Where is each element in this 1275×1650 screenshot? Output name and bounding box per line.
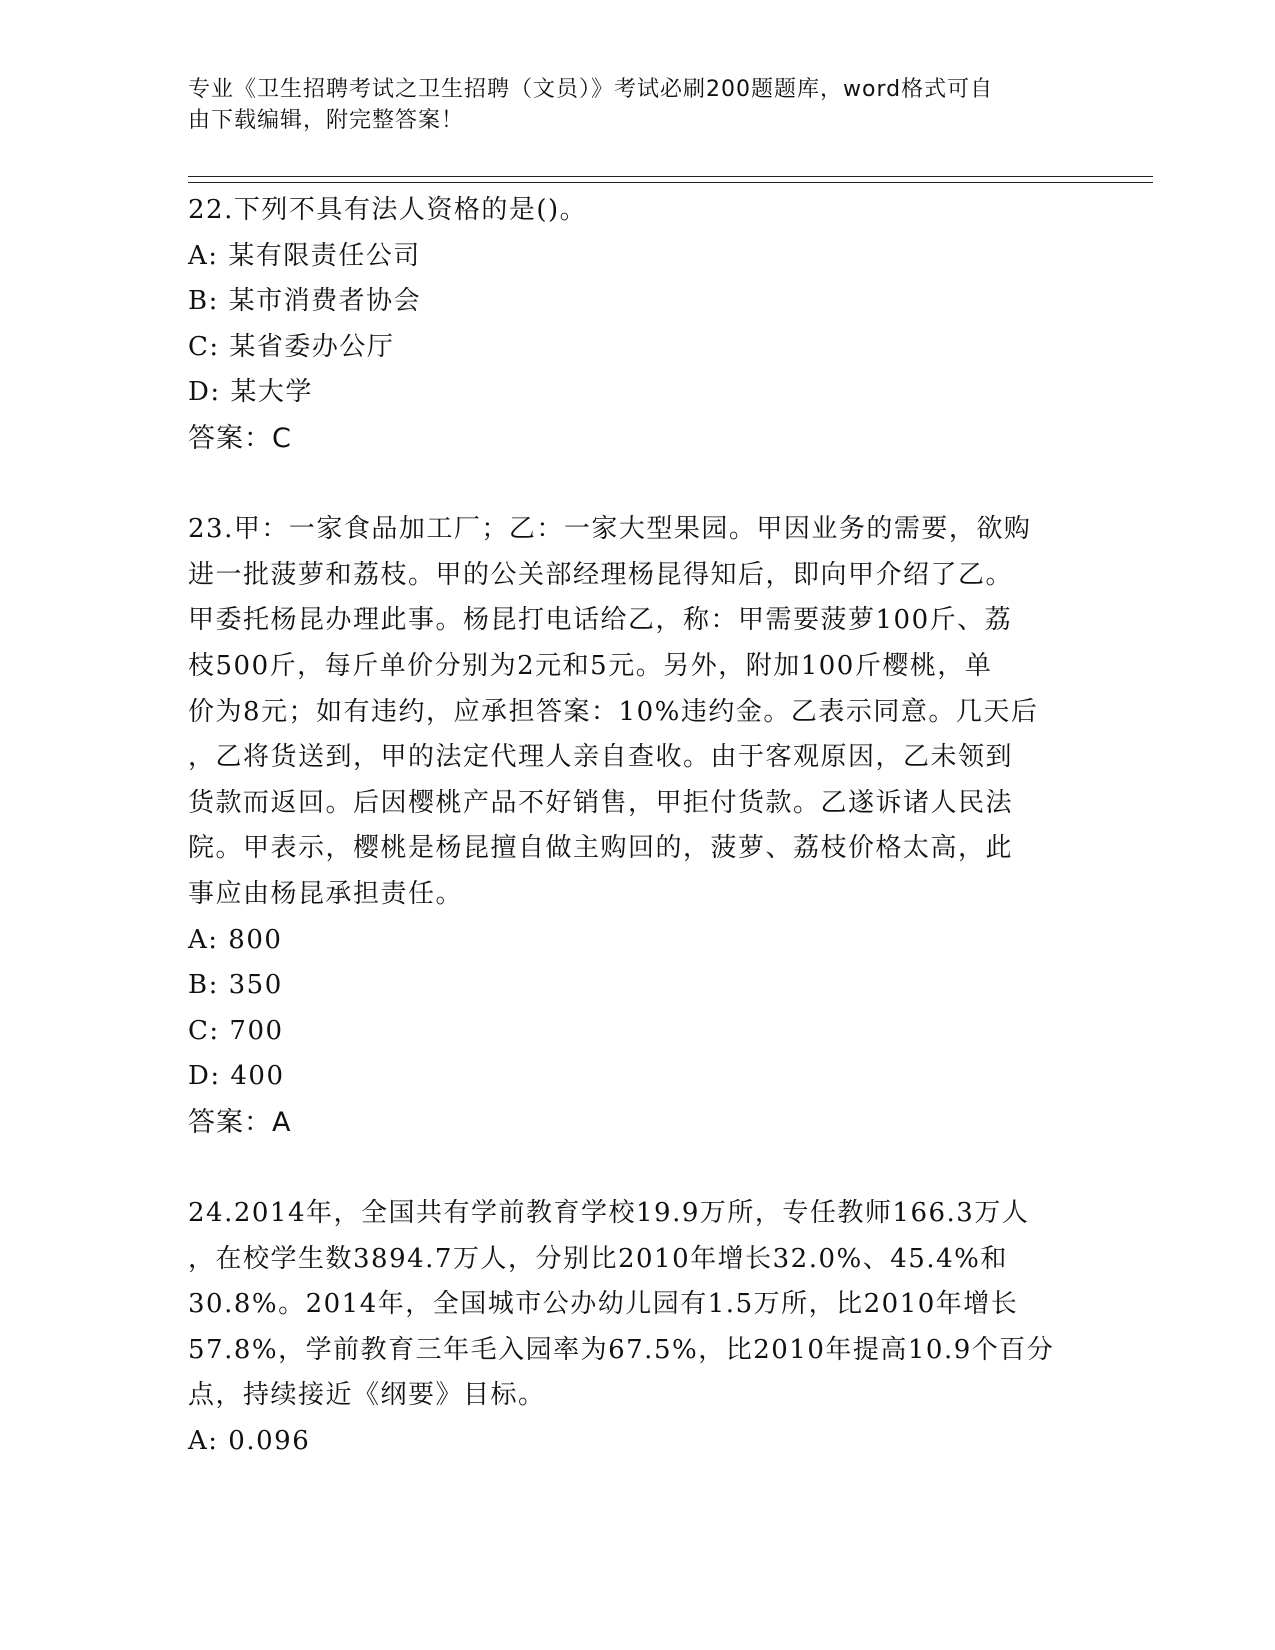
- question-list: [188, 188, 1088, 1465]
- question-stem-line: 点，持续接近《纲要》目标。: [188, 1380, 546, 1411]
- question-stem-line: 枝500斤，每斤单价分别为2元和5元。另外，附加100斤樱桃，单: [188, 650, 993, 681]
- question-23: [188, 507, 1088, 1145]
- answer-line: 答案：A: [188, 1106, 292, 1138]
- question-stem-line: 货款而返回。后因樱桃产品不好销售，甲拒付货款。乙遂诉诸人民法: [188, 787, 1014, 818]
- question-stem-line: 24.2014年，全国共有学前教育学校19.9万所，专任教师166.3万人: [188, 1198, 1030, 1229]
- header-line-2: 由下载编辑，附完整答案！: [188, 108, 465, 133]
- option-b: B: 350: [188, 970, 283, 1001]
- option-c: C: 700: [188, 1015, 284, 1046]
- document-header: [188, 74, 1068, 136]
- question-stem: 22.下列不具有法人资格的是()。: [188, 195, 588, 225]
- option-d: D: 400: [188, 1061, 285, 1092]
- question-stem-line: 进一批菠萝和荔枝。甲的公关部经理杨昆得知后，即向甲介绍了乙。: [188, 559, 1014, 590]
- question-22: [188, 188, 1088, 462]
- header-divider-top: [188, 176, 1153, 177]
- option-d: D: 某大学: [188, 377, 313, 408]
- question-stem-line: 院。甲表示，樱桃是杨昆擅自做主购回的，菠萝、荔枝价格太高，此: [188, 833, 1014, 864]
- question-stem-line: 价为8元；如有违约，应承担答案：10%违约金。乙表示同意。几天后: [188, 696, 1039, 727]
- option-a: A: 800: [188, 924, 283, 955]
- question-stem-line: 甲委托杨昆办理此事。杨昆打电话给乙，称：甲需要菠萝100斤、荔: [188, 605, 1013, 636]
- question-stem-line: 57.8%，学前教育三年毛入园率为67.5%，比2010年提高10.9个百分: [188, 1334, 1055, 1365]
- spacer: [188, 1145, 1088, 1191]
- question-stem-line: 事应由杨昆承担责任。: [188, 878, 464, 909]
- option-a: A: 0.096: [188, 1426, 311, 1457]
- option-a: A: 某有限责任公司: [188, 240, 421, 271]
- option-c: C: 某省委办公厅: [188, 331, 395, 362]
- header-divider-bottom: [188, 182, 1153, 183]
- answer-line: 答案：C: [188, 422, 292, 454]
- header-line-1: 专业《卫生招聘考试之卫生招聘（文员）》考试必刷200题题库，word格式可自: [188, 77, 994, 102]
- question-stem-line: 30.8%。2014年，全国城市公办幼儿园有1.5万所，比2010年增长: [188, 1289, 1019, 1320]
- option-b: B: 某市消费者协会: [188, 286, 422, 317]
- question-stem-line: ，乙将货送到，甲的法定代理人亲自查收。由于客观原因，乙未领到: [188, 742, 1014, 773]
- question-stem-line: 23.甲：一家食品加工厂；乙：一家大型果园。甲因业务的需要，欲购: [188, 514, 1032, 545]
- question-stem-line: ，在校学生数3894.7万人，分别比2010年增长32.0%、45.4%和: [188, 1243, 1008, 1274]
- spacer: [188, 462, 1088, 508]
- question-24: [188, 1191, 1088, 1465]
